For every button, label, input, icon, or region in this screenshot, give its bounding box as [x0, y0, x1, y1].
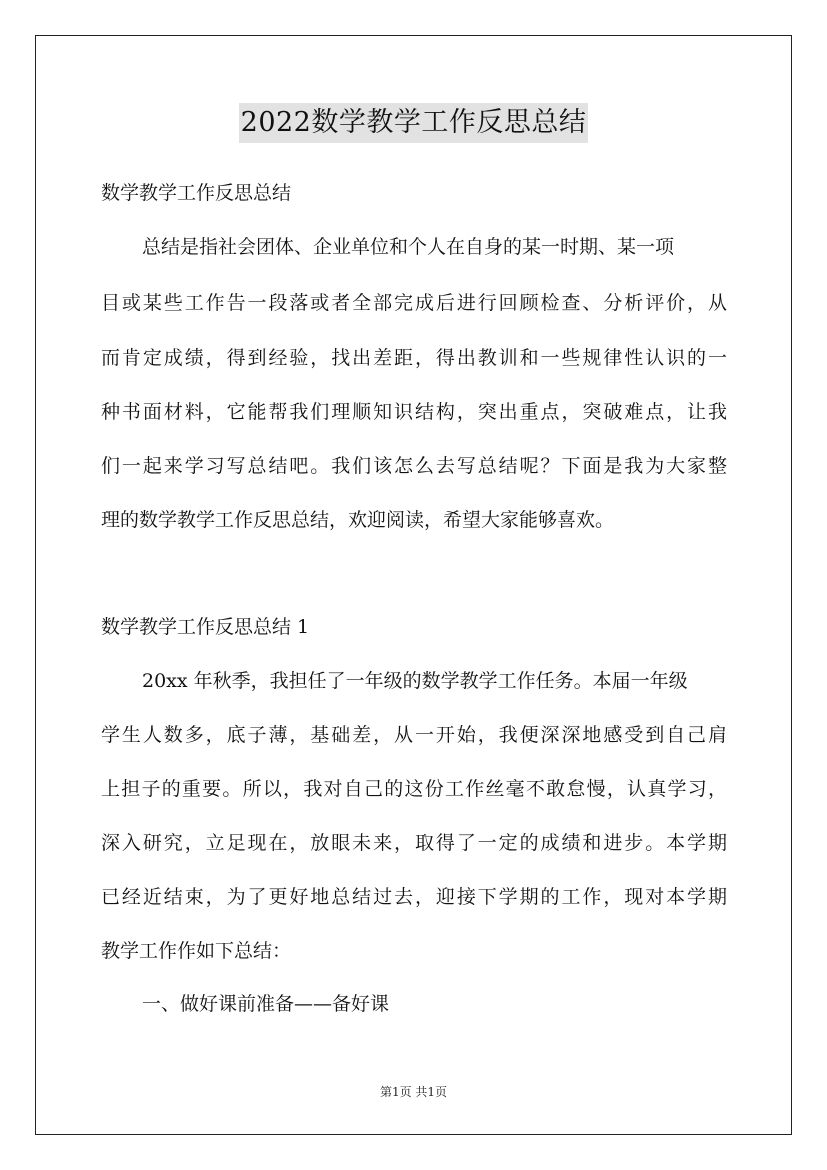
page-footer: 第1页 共1页	[379, 1085, 448, 1099]
section1-line-3: 上担子的重要。所以，我对自己的这份工作丝毫不敢怠慢，认真学习，	[101, 778, 727, 800]
section1-line-5: 已经近结束，为了更好地总结过去，迎接下学期的工作，现对本学期	[101, 886, 727, 908]
subheading: 数学教学工作反思总结	[101, 182, 292, 204]
intro-line-6: 理的数学教学工作反思总结，欢迎阅读，希望大家能够喜欢。	[101, 509, 615, 531]
intro-line-5: 们一起来学习写总结吧。我们该怎么去写总结呢？下面是我为大家整	[101, 455, 727, 477]
section1-line-1: 20xx 年秋季，我担任了一年级的数学教学工作任务。本届一年级	[142, 670, 688, 692]
point-1-heading: 一、做好课前准备——备好课	[142, 993, 390, 1015]
section1-line-2: 学生人数多，底子薄，基础差，从一开始，我便深深地感受到自己肩	[101, 724, 727, 746]
section1-line-4: 深入研究，立足现在，放眼未来，取得了一定的成绩和进步。本学期	[101, 832, 727, 854]
section1-line-6: 教学工作作如下总结：	[101, 940, 292, 962]
title-block	[0, 103, 827, 143]
intro-line-4: 种书面材料，它能帮我们理顺知识结构，突出重点，突破难点，让我	[101, 401, 727, 423]
intro-line-1: 总结是指社会团体、企业单位和个人在自身的某一时期、某一项	[142, 236, 675, 258]
intro-line-3: 而肯定成绩，得到经验，找出差距，得出教训和一些规律性认识的一	[101, 347, 727, 369]
section1-heading: 数学教学工作反思总结 1	[101, 616, 310, 638]
intro-line-2: 目或某些工作告一段落或者全部完成后进行回顾检查、分析评价，从	[101, 292, 727, 314]
document-title: 2022数学教学工作反思总结	[239, 103, 589, 143]
